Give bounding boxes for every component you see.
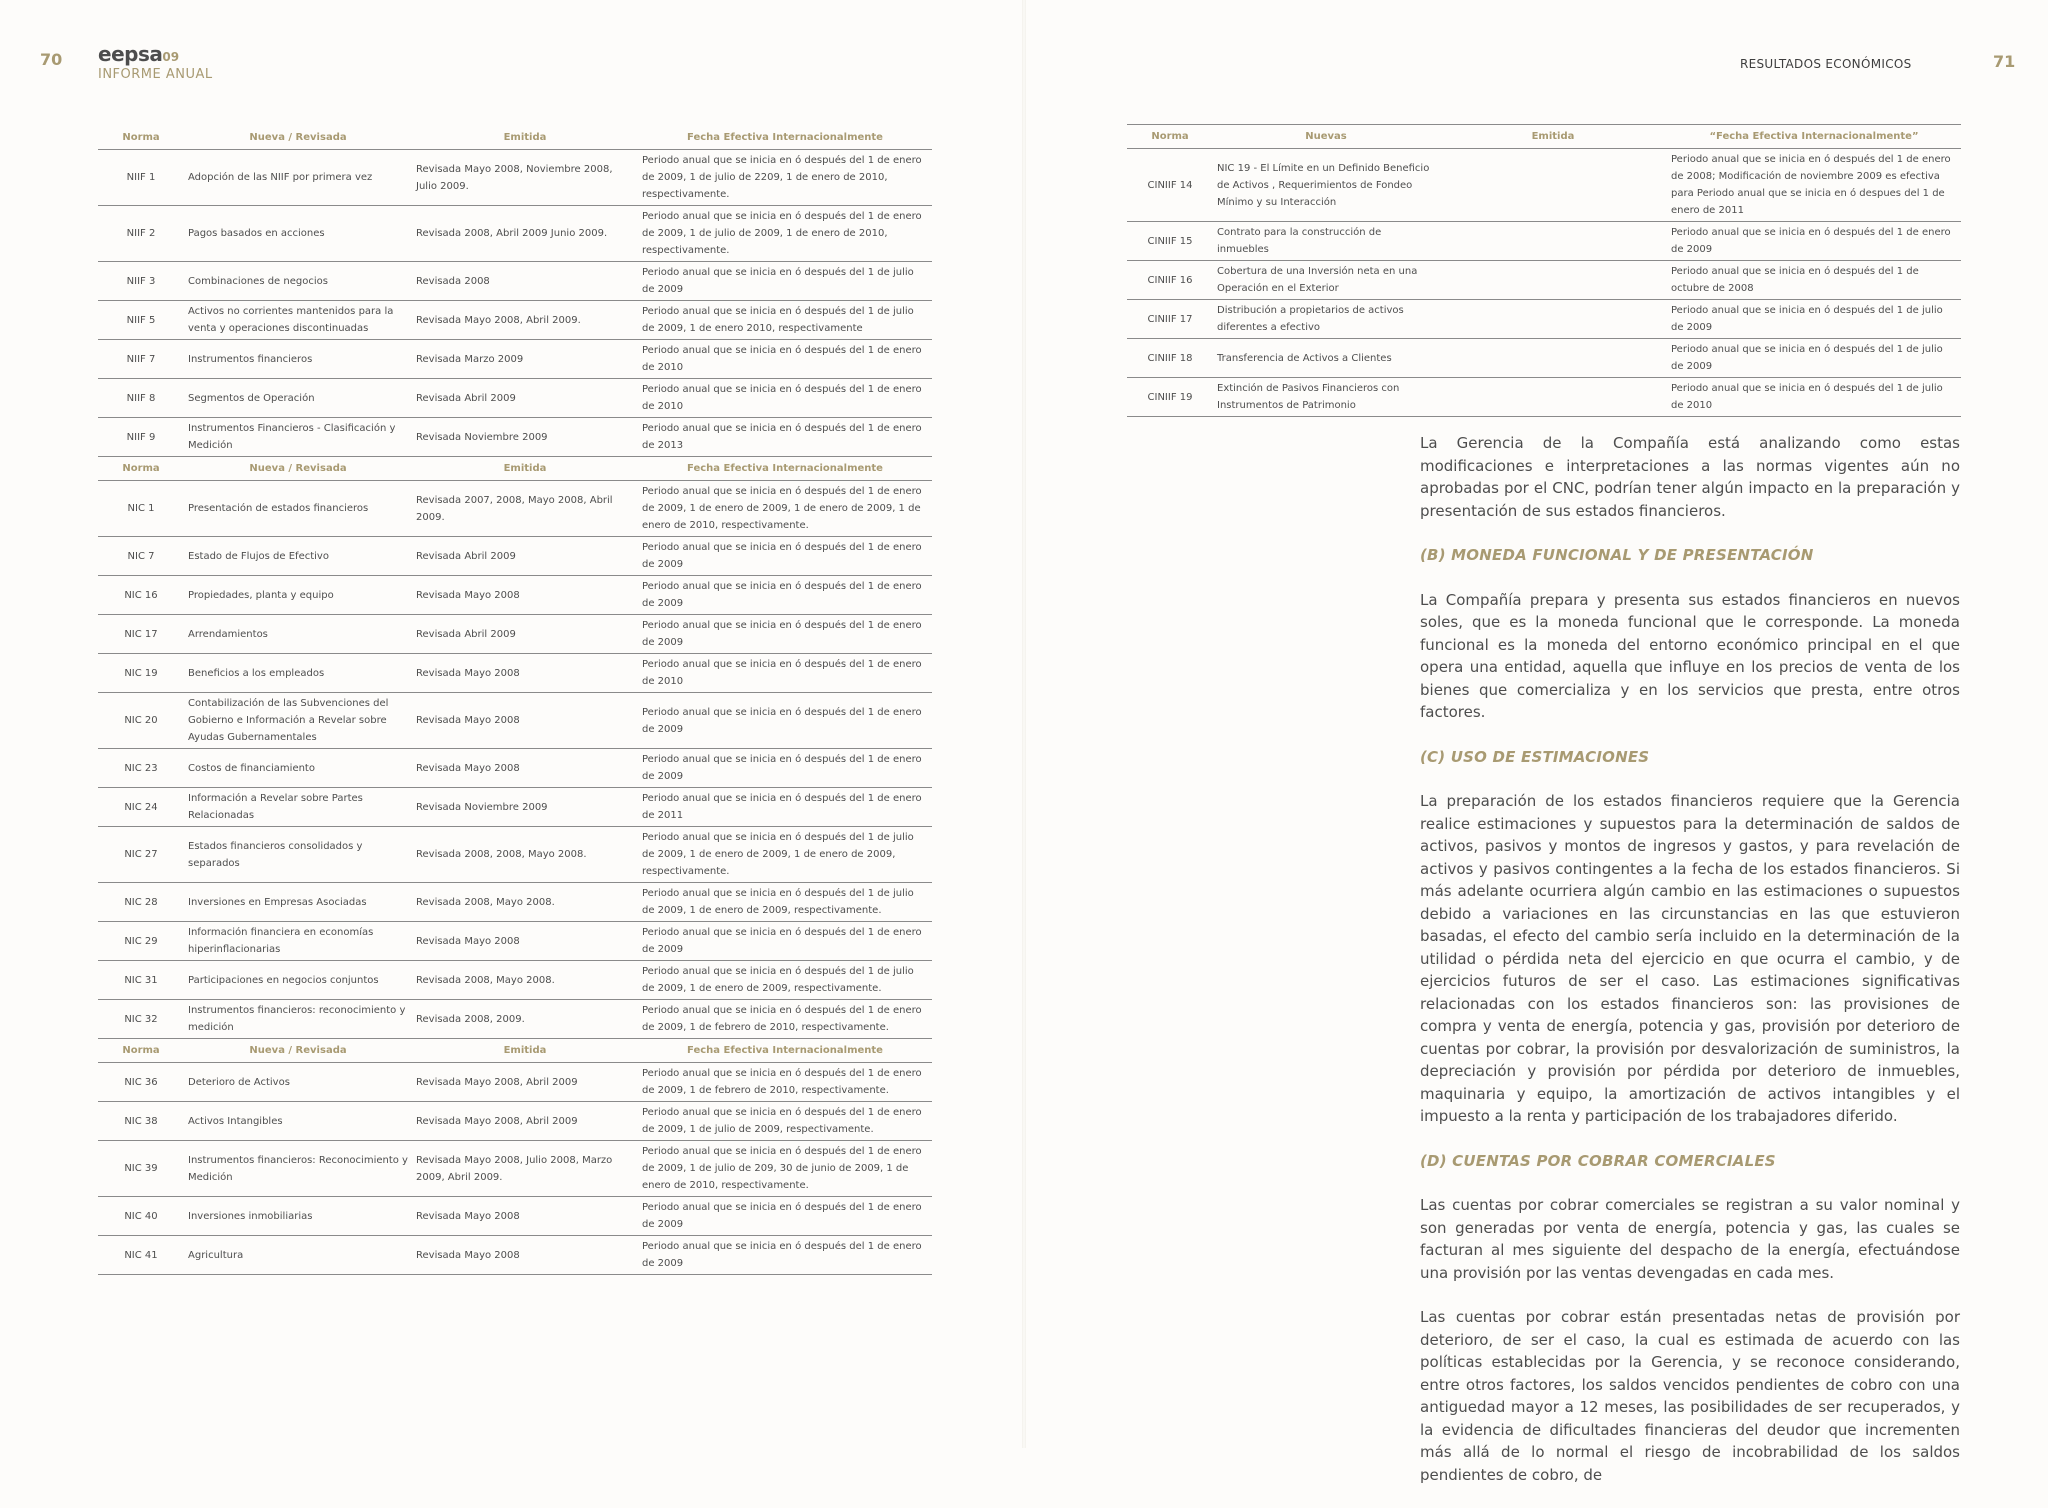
emitida-cell: Revisada 2008, 2009. [412,1000,638,1039]
table-row [98,1063,932,1102]
emitida-cell: Revisada Mayo 2008, Noviembre 2008, Julio 2009. [412,150,638,206]
table-row [1127,261,1961,300]
norma-cell: NIIF 7 [98,340,184,379]
fecha-cell: Periodo anual que se inicia en ó después del 1 de julio de 2009, 1 de enero de 2009, respectivamente. [638,961,932,1000]
emitida-cell: Revisada Mayo 2008 [412,576,638,615]
emitida-cell: Revisada Mayo 2008, Julio 2008, Marzo 2009, Abril 2009. [412,1141,638,1197]
norma-cell: NIC 38 [98,1102,184,1141]
fecha-cell: Periodo anual que se inicia en ó después del 1 de julio de 2009, 1 de enero 2010, respectivamente [638,301,932,340]
nombre-cell: NIC 19 - El Límite en un Definido Beneficio de Activos , Requerimientos de Fondeo Mínimo y su Interacción [1213,149,1439,222]
nombre-cell: Distribución a propietarios de activos diferentes a efectivo [1213,300,1439,339]
fecha-cell: Periodo anual que se inicia en ó después del 1 de enero de 2009 [638,1197,932,1236]
fecha-cell: Periodo anual que se inicia en ó después del 1 de enero de 2009 [638,615,932,654]
column-header: Emitida [412,457,638,481]
emitida-cell: Revisada 2008, Abril 2009 Junio 2009. [412,206,638,262]
nombre-cell: Activos no corrientes mantenidos para la venta y operaciones discontinuadas [184,301,412,340]
fecha-cell: Periodo anual que se inicia en ó después del 1 de enero de 2009 [638,693,932,749]
table-row [98,206,932,262]
norma-cell: NIIF 2 [98,206,184,262]
nombre-cell: Agricultura [184,1236,412,1275]
fecha-cell: Periodo anual que se inicia en ó después del 1 de julio de 2010 [1667,378,1961,417]
column-header: Nuevas [1213,125,1439,149]
fecha-cell: Periodo anual que se inicia en ó después del 1 de enero de 2009 [638,922,932,961]
emitida-cell: Revisada 2008, Mayo 2008. [412,883,638,922]
norma-cell: NIC 24 [98,788,184,827]
table-row [1127,378,1961,417]
nombre-cell: Contabilización de las Subvenciones del Gobierno e Información a Revelar sobre Ayudas Gubernamentales [184,693,412,749]
nombre-cell: Estado de Flujos de Efectivo [184,537,412,576]
fecha-cell: Periodo anual que se inicia en ó después del 1 de enero de 2011 [638,788,932,827]
table-header-row [98,126,932,150]
fecha-cell: Periodo anual que se inicia en ó después del 1 de julio de 2009 [1667,339,1961,378]
emitida-cell [1439,300,1667,339]
heading-uso-estimaciones: (C) USO DE ESTIMACIONES [1420,747,1650,766]
nombre-cell: Segmentos de Operación [184,379,412,418]
brand-year: 09 [162,50,180,64]
column-header: Fecha Efectiva Internacionalmente [638,126,932,150]
emitida-cell [1439,339,1667,378]
norma-cell: CINIIF 15 [1127,222,1213,261]
section-title: RESULTADOS ECONÓMICOS [1740,57,1912,71]
nombre-cell: Inversiones inmobiliarias [184,1197,412,1236]
table-row [98,379,932,418]
page-number-right: 71 [1993,52,2016,71]
norma-cell: NIC 31 [98,961,184,1000]
emitida-cell: Revisada Noviembre 2009 [412,788,638,827]
interpretations-table-right [1127,124,1961,417]
fecha-cell: Periodo anual que se inicia en ó después del 1 de enero de 2009 [638,749,932,788]
emitida-cell: Revisada 2007, 2008, Mayo 2008, Abril 2009. [412,481,638,537]
nombre-cell: Contrato para la construcción de inmuebles [1213,222,1439,261]
emitida-cell: Revisada Mayo 2008 [412,1197,638,1236]
table-row [98,615,932,654]
norma-cell: CINIIF 16 [1127,261,1213,300]
nombre-cell: Cobertura de una Inversión neta en una Operación en el Exterior [1213,261,1439,300]
norma-cell: NIC 40 [98,1197,184,1236]
page-number-left: 70 [40,50,63,69]
emitida-cell: Revisada Mayo 2008, Abril 2009. [412,301,638,340]
fecha-cell: Periodo anual que se inicia en ó después del 1 de enero de 2009 [638,1236,932,1275]
norma-cell: NIC 36 [98,1063,184,1102]
fecha-cell: Periodo anual que se inicia en ó después del 1 de julio de 2009 [638,262,932,301]
fecha-cell: Periodo anual que se inicia en ó después del 1 de julio de 2009, 1 de enero de 2009, respectivamente. [638,883,932,922]
fecha-cell: Periodo anual que se inicia en ó después del 1 de octubre de 2008 [1667,261,1961,300]
fecha-cell: Periodo anual que se inicia en ó después del 1 de enero de 2010 [638,654,932,693]
norma-cell: NIC 39 [98,1141,184,1197]
intro-paragraph: La Gerencia de la Compañía está analizando como estas modificaciones e interpretaciones a las normas vigentes aún no aprobadas por el CNC, podrían tener algún impacto en la preparación y presentación de sus estados financieros. [1420,434,1960,520]
norma-cell: NIIF 8 [98,379,184,418]
nombre-cell: Presentación de estados financieros [184,481,412,537]
nombre-cell: Información a Revelar sobre Partes Relacionadas [184,788,412,827]
table-row [98,1197,932,1236]
paragraph-moneda-funcional: La Compañía prepara y presenta sus estados financieros en nuevos soles, que es la moneda funcional que le corresponde. La moneda funcional es la moneda del entorno económico principal en el que opera una entidad, aquella que influye en los precios de venta de los bienes que comercializa y en los servicios que presta, entre otros factores. [1420,590,1960,721]
fecha-cell: Periodo anual que se inicia en ó después del 1 de enero de 2008; Modificación de noviembre 2009 es efectiva para Periodo anual que se inicia en ó despues del 1 de enero de 2011 [1667,149,1961,222]
nombre-cell: Extinción de Pasivos Financieros con Instrumentos de Patrimonio [1213,378,1439,417]
norma-cell: CINIIF 17 [1127,300,1213,339]
fecha-cell: Periodo anual que se inicia en ó después del 1 de enero de 2009 [638,537,932,576]
nombre-cell: Propiedades, planta y equipo [184,576,412,615]
nombre-cell: Transferencia de Activos a Clientes [1213,339,1439,378]
heading-cuentas-por-cobrar: (D) CUENTAS POR COBRAR COMERCIALES [1420,1151,1776,1170]
emitida-cell: Revisada 2008 [412,262,638,301]
column-header: Norma [98,1039,184,1063]
column-header: Nueva / Revisada [184,457,412,481]
table-row [1127,300,1961,339]
page-gutter [1022,0,1026,1448]
table-row [98,340,932,379]
column-header: Norma [98,126,184,150]
emitida-cell [1439,222,1667,261]
nombre-cell: Instrumentos financieros [184,340,412,379]
heading-moneda-funcional: (B) MONEDA FUNCIONAL Y DE PRESENTACIÓN [1420,546,1814,564]
norma-cell: NIC 20 [98,693,184,749]
table-row [98,1102,932,1141]
nombre-cell: Estados financieros consolidados y separados [184,827,412,883]
table-header-row [1127,125,1961,149]
fecha-cell: Periodo anual que se inicia en ó después del 1 de enero de 2010 [638,379,932,418]
emitida-cell: Revisada Mayo 2008, Abril 2009 [412,1102,638,1141]
interpretations-table-body [1127,149,1961,417]
norma-cell: NIC 1 [98,481,184,537]
fecha-cell: Periodo anual que se inicia en ó después del 1 de enero de 2013 [638,418,932,457]
column-header: Norma [1127,125,1213,149]
table-row [98,262,932,301]
brand-name: eepsa [98,42,163,66]
norma-cell: NIC 23 [98,749,184,788]
fecha-cell: Periodo anual que se inicia en ó después del 1 de enero de 2009, 1 de febrero de 2010, respectivamente. [638,1000,932,1039]
standards-table-left [98,126,932,1275]
column-header: Nueva / Revisada [184,1039,412,1063]
nombre-cell: Información financiera en economías hiperinflacionarias [184,922,412,961]
emitida-cell: Revisada Mayo 2008 [412,1236,638,1275]
emitida-cell: Revisada 2008, 2008, Mayo 2008. [412,827,638,883]
emitida-cell [1439,378,1667,417]
nombre-cell: Adopción de las NIIF por primera vez [184,150,412,206]
table-row [98,418,932,457]
norma-cell: CINIIF 18 [1127,339,1213,378]
norma-cell: NIC 28 [98,883,184,922]
column-header: Emitida [412,126,638,150]
table-row [98,537,932,576]
fecha-cell: Periodo anual que se inicia en ó después del 1 de enero de 2009, 1 de julio de 2209, 1 de enero de 2010, respectivamente. [638,150,932,206]
table-row [98,654,932,693]
norma-cell: NIIF 5 [98,301,184,340]
nombre-cell: Instrumentos Financieros - Clasificación y Medición [184,418,412,457]
emitida-cell: Revisada Mayo 2008 [412,749,638,788]
column-header: Emitida [412,1039,638,1063]
emitida-cell [1439,149,1667,222]
table-row [98,1000,932,1039]
norma-cell: NIC 27 [98,827,184,883]
nombre-cell: Instrumentos financieros: Reconocimiento y Medición [184,1141,412,1197]
emitida-cell: Revisada Noviembre 2009 [412,418,638,457]
emitida-cell: Revisada Mayo 2008 [412,922,638,961]
table-row [98,150,932,206]
table-header-row [98,1039,932,1063]
emitida-cell [1439,261,1667,300]
norma-cell: NIIF 1 [98,150,184,206]
nombre-cell: Beneficios a los empleados [184,654,412,693]
column-header: Fecha Efectiva Internacionalmente [638,1039,932,1063]
table-row [98,961,932,1000]
nombre-cell: Arrendamientos [184,615,412,654]
fecha-cell: Periodo anual que se inicia en ó después del 1 de julio de 2009 [1667,300,1961,339]
table-header-row [98,457,932,481]
norma-cell: NIC 7 [98,537,184,576]
norma-cell: NIC 16 [98,576,184,615]
emitida-cell: Revisada Abril 2009 [412,379,638,418]
nombre-cell: Pagos basados en acciones [184,206,412,262]
nombre-cell: Deterioro de Activos [184,1063,412,1102]
norma-cell: NIC 32 [98,1000,184,1039]
nombre-cell: Instrumentos financieros: reconocimiento y medición [184,1000,412,1039]
emitida-cell: Revisada 2008, Mayo 2008. [412,961,638,1000]
nombre-cell: Combinaciones de negocios [184,262,412,301]
table-row [1127,339,1961,378]
table-row [98,1141,932,1197]
column-header: Nueva / Revisada [184,126,412,150]
emitida-cell: Revisada Mayo 2008 [412,654,638,693]
table-row [1127,149,1961,222]
column-header: Fecha Efectiva Internacionalmente [638,457,932,481]
table-row [1127,222,1961,261]
norma-cell: NIC 19 [98,654,184,693]
fecha-cell: Periodo anual que se inicia en ó después del 1 de enero de 2009, 1 de julio de 2009, respectivamente. [638,1102,932,1141]
emitida-cell: Revisada Abril 2009 [412,615,638,654]
fecha-cell: Periodo anual que se inicia en ó después del 1 de enero de 2010 [638,340,932,379]
brand-subtitle: INFORME ANUAL [98,67,213,82]
table-row [98,1236,932,1275]
table-row [98,481,932,537]
table-row [98,922,932,961]
brand-logo [98,42,213,82]
emitida-cell: Revisada Mayo 2008 [412,693,638,749]
standards-table-left-body [98,126,932,1275]
paragraph-cuentas-por-cobrar-1: Las cuentas por cobrar comerciales se registran a su valor nominal y son generadas por venta de energía, potencia y gas, las cuales se facturan al mes siguiente del despacho de la energía, efectuándose una provisión por las ventas devengadas en cada mes. [1420,1196,1960,1282]
column-header: Norma [98,457,184,481]
column-header: Emitida [1439,125,1667,149]
fecha-cell: Periodo anual que se inicia en ó después del 1 de enero de 2009, 1 de julio de 209, 30 de junio de 2009, 1 de enero de 2010, respectivamente. [638,1141,932,1197]
fecha-cell: Periodo anual que se inicia en ó después del 1 de julio de 2009, 1 de enero de 2009, 1 de enero de 2009, respectivamente. [638,827,932,883]
paragraph-cuentas-por-cobrar-2: Las cuentas por cobrar están presentadas netas de provisión por deterioro, de ser el caso, la cual es estimada de acuerdo con las políticas establecidas por la Gerencia, y se reconoce considerando, entre otros factores, los saldos vencidos pendientes de cobro con una antiguedad mayor a 12 meses, las posibilidades de ser recuperados, y la evidencia de dificultades financieras del deudor que incrementen más allá de lo normal el riesgo de incobrabilidad de los saldos pendientes de cobro, de [1420,1308,1960,1484]
norma-cell: NIIF 3 [98,262,184,301]
nombre-cell: Activos Intangibles [184,1102,412,1141]
emitida-cell: Revisada Abril 2009 [412,537,638,576]
body-text-column [1420,432,1960,1508]
table-row [98,749,932,788]
emitida-cell: Revisada Mayo 2008, Abril 2009 [412,1063,638,1102]
table-row [98,788,932,827]
norma-cell: NIC 41 [98,1236,184,1275]
table-row [98,693,932,749]
table-row [98,827,932,883]
fecha-cell: Periodo anual que se inicia en ó después del 1 de enero de 2009, 1 de enero de 2009, 1 de enero de 2009, 1 de enero de 2010, respectivamente. [638,481,932,537]
nombre-cell: Costos de financiamiento [184,749,412,788]
fecha-cell: Periodo anual que se inicia en ó después del 1 de enero de 2009, 1 de febrero de 2010, respectivamente. [638,1063,932,1102]
fecha-cell: Periodo anual que se inicia en ó después del 1 de enero de 2009 [1667,222,1961,261]
norma-cell: NIC 29 [98,922,184,961]
table-row [98,883,932,922]
norma-cell: NIC 17 [98,615,184,654]
nombre-cell: Participaciones en negocios conjuntos [184,961,412,1000]
norma-cell: CINIIF 14 [1127,149,1213,222]
paragraph-uso-estimaciones: La preparación de los estados financieros requiere que la Gerencia realice estimaciones y supuestos para la determinación de saldos de activos, pasivos y montos de ingresos y gastos, y para revelación de activos y pasivos contingentes a la fecha de los estados financieros. Si más adelante ocurriera algún cambio en las estimaciones o supuestos debido a variaciones en las circunstancias en las que estuvieron basadas, el efecto del cambio sería incluido en la determinación de la utilidad o pérdida neta del ejercicio en que ocurra el cambio, y de ejercicios futuros de ser el caso. Las estimaciones significativas relacionadas con los estados financieros son: las provisiones de compra y venta de energía, potencia y gas, provisión por deterioro de cuentas por cobrar, la provisión por desvalorización de suministros, la depreciación y provisión por pérdida por deterioro de inmuebles, maquinaria y equipo, la amortización de activos intangibles y el impuesto a la renta y participación de los trabajadores diferido. [1420,792,1960,1125]
norma-cell: NIIF 9 [98,418,184,457]
emitida-cell: Revisada Marzo 2009 [412,340,638,379]
table-row [98,301,932,340]
norma-cell: CINIIF 19 [1127,378,1213,417]
fecha-cell: Periodo anual que se inicia en ó después del 1 de enero de 2009, 1 de julio de 2009, 1 de enero de 2010, respectivamente. [638,206,932,262]
fecha-cell: Periodo anual que se inicia en ó después del 1 de enero de 2009 [638,576,932,615]
column-header: “Fecha Efectiva Internacionalmente” [1667,125,1961,149]
table-row [98,576,932,615]
nombre-cell: Inversiones en Empresas Asociadas [184,883,412,922]
